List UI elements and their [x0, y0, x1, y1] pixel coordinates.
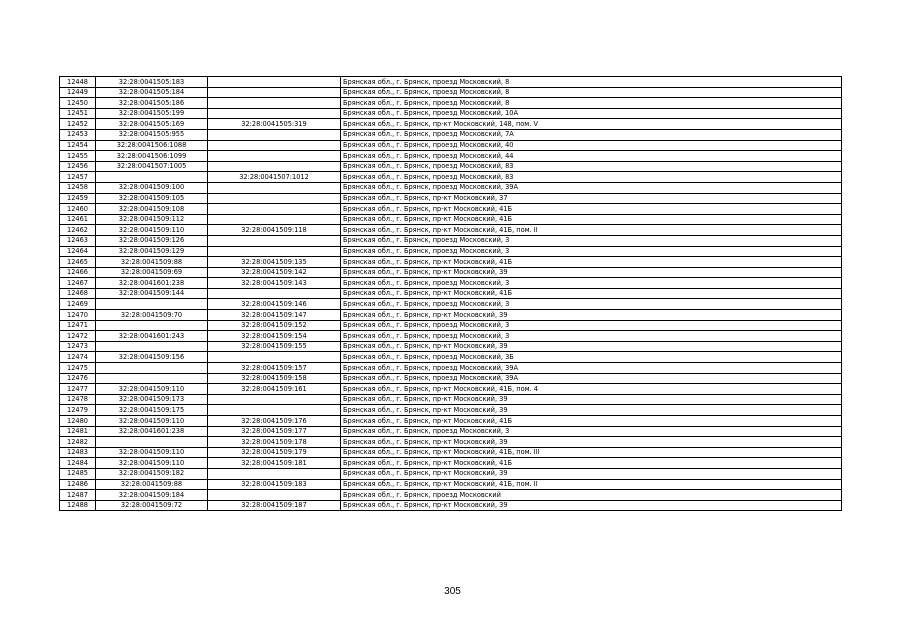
row-number-cell: 12459	[60, 193, 96, 204]
row-number-cell: 12488	[60, 500, 96, 511]
row-number-cell: 12472	[60, 331, 96, 342]
address-cell: Брянская обл., г. Брянск, проезд Московский, 39А	[341, 363, 842, 374]
row-number-cell: 12478	[60, 394, 96, 405]
related-cadastral-number-cell: 32:28:0041509:178	[208, 437, 341, 448]
page-number: 305	[444, 586, 461, 597]
table-row	[60, 225, 842, 236]
address-cell: Брянская обл., г. Брянск, проезд Московский, 3	[341, 426, 842, 437]
table-row	[60, 98, 842, 109]
related-cadastral-number-cell: 32:28:0041509:135	[208, 257, 341, 268]
address-cell: Брянская обл., г. Брянск, проезд Московский, 83	[341, 172, 842, 183]
related-cadastral-number-cell	[208, 129, 341, 140]
address-cell: Брянская обл., г. Брянск, проезд Московский, 3	[341, 235, 842, 246]
row-number-cell: 12487	[60, 490, 96, 501]
row-number-cell: 12479	[60, 405, 96, 416]
cadastral-number-cell: 32:28:0041601:238	[96, 278, 208, 289]
row-number-cell: 12461	[60, 214, 96, 225]
table-row	[60, 235, 842, 246]
row-number-cell: 12455	[60, 151, 96, 162]
table-row	[60, 161, 842, 172]
table-row	[60, 310, 842, 321]
address-cell: Брянская обл., г. Брянск, пр-кт Московский, 148, пом. V	[341, 119, 842, 130]
related-cadastral-number-cell: 32:28:0041509:118	[208, 225, 341, 236]
related-cadastral-number-cell	[208, 235, 341, 246]
address-cell: Брянская обл., г. Брянск, пр-кт Московский, 39	[341, 405, 842, 416]
table-row	[60, 490, 842, 501]
row-number-cell: 12468	[60, 288, 96, 299]
related-cadastral-number-cell: 32:28:0041509:158	[208, 373, 341, 384]
table-row	[60, 299, 842, 310]
cadastral-number-cell: 32:28:0041509:70	[96, 310, 208, 321]
row-number-cell: 12451	[60, 108, 96, 119]
cadastral-number-cell	[96, 437, 208, 448]
address-cell: Брянская обл., г. Брянск, пр-кт Московский, 41Б	[341, 257, 842, 268]
address-cell: Брянская обл., г. Брянск, проезд Московский, 3Б	[341, 352, 842, 363]
cadastral-number-cell: 32:28:0041509:144	[96, 288, 208, 299]
related-cadastral-number-cell: 32:28:0041509:143	[208, 278, 341, 289]
related-cadastral-number-cell: 32:28:0041507:1012	[208, 172, 341, 183]
cadastral-number-cell	[96, 299, 208, 310]
cadastral-number-cell: 32:28:0041505:169	[96, 119, 208, 130]
row-number-cell: 12452	[60, 119, 96, 130]
table-row	[60, 384, 842, 395]
address-cell: Брянская обл., г. Брянск, проезд Московский, 10А	[341, 108, 842, 119]
address-cell: Брянская обл., г. Брянск, пр-кт Московский, 39	[341, 500, 842, 511]
address-cell: Брянская обл., г. Брянск, проезд Московский, 83	[341, 161, 842, 172]
row-number-cell: 12453	[60, 129, 96, 140]
address-cell: Брянская обл., г. Брянск, пр-кт Московский, 41Б, пом. II	[341, 225, 842, 236]
cadastral-number-cell: 32:28:0041509:156	[96, 352, 208, 363]
related-cadastral-number-cell	[208, 468, 341, 479]
table-row	[60, 129, 842, 140]
address-cell: Брянская обл., г. Брянск, пр-кт Московский, 41Б	[341, 214, 842, 225]
row-number-cell: 12456	[60, 161, 96, 172]
related-cadastral-number-cell	[208, 140, 341, 151]
table-row	[60, 77, 842, 88]
table-row	[60, 363, 842, 374]
row-number-cell: 12484	[60, 458, 96, 469]
address-cell: Брянская обл., г. Брянск, пр-кт Московский, 39	[341, 267, 842, 278]
cadastral-number-cell: 32:28:0041509:175	[96, 405, 208, 416]
cadastral-number-cell: 32:28:0041509:105	[96, 193, 208, 204]
related-cadastral-number-cell: 32:28:0041509:176	[208, 416, 341, 427]
cadastral-number-cell: 32:28:0041509:184	[96, 490, 208, 501]
table-row	[60, 331, 842, 342]
cadastral-number-cell: 32:28:0041509:112	[96, 214, 208, 225]
row-number-cell: 12463	[60, 235, 96, 246]
cadastral-number-cell: 32:28:0041509:126	[96, 235, 208, 246]
row-number-cell: 12480	[60, 416, 96, 427]
row-number-cell: 12454	[60, 140, 96, 151]
related-cadastral-number-cell	[208, 77, 341, 88]
cadastral-number-cell	[96, 341, 208, 352]
address-cell: Брянская обл., г. Брянск, пр-кт Московский, 41Б, пом. II	[341, 479, 842, 490]
related-cadastral-number-cell	[208, 394, 341, 405]
table-row	[60, 447, 842, 458]
related-cadastral-number-cell: 32:28:0041509:183	[208, 479, 341, 490]
address-cell: Брянская обл., г. Брянск, пр-кт Московский, 39	[341, 437, 842, 448]
address-cell: Брянская обл., г. Брянск, проезд Московский, 40	[341, 140, 842, 151]
related-cadastral-number-cell	[208, 193, 341, 204]
cadastral-number-cell	[96, 373, 208, 384]
address-cell: Брянская обл., г. Брянск, проезд Московский, 3	[341, 299, 842, 310]
related-cadastral-number-cell	[208, 98, 341, 109]
cadastral-number-cell: 32:28:0041509:72	[96, 500, 208, 511]
cadastral-number-cell: 32:28:0041509:110	[96, 384, 208, 395]
related-cadastral-number-cell: 32:28:0041509:187	[208, 500, 341, 511]
address-cell: Брянская обл., г. Брянск, пр-кт Московский, 41Б, пом. 4	[341, 384, 842, 395]
related-cadastral-number-cell: 32:28:0041509:179	[208, 447, 341, 458]
address-cell: Брянская обл., г. Брянск, проезд Московский, 8	[341, 98, 842, 109]
address-cell: Брянская обл., г. Брянск, проезд Московский, 39А	[341, 373, 842, 384]
table-row	[60, 108, 842, 119]
table-row	[60, 267, 842, 278]
cadastral-number-cell: 32:28:0041509:88	[96, 257, 208, 268]
related-cadastral-number-cell: 32:28:0041509:157	[208, 363, 341, 374]
related-cadastral-number-cell: 32:28:0041509:147	[208, 310, 341, 321]
table-row	[60, 119, 842, 130]
address-cell: Брянская обл., г. Брянск, пр-кт Московский, 41Б	[341, 204, 842, 215]
cadastral-number-cell: 32:28:0041505:186	[96, 98, 208, 109]
cadastral-number-cell: 32:28:0041509:69	[96, 267, 208, 278]
table-row	[60, 214, 842, 225]
row-number-cell: 12473	[60, 341, 96, 352]
cadastral-number-cell: 32:28:0041509:110	[96, 447, 208, 458]
row-number-cell: 12457	[60, 172, 96, 183]
address-cell: Брянская обл., г. Брянск, пр-кт Московский, 41Б	[341, 416, 842, 427]
cadastral-number-cell	[96, 172, 208, 183]
cadastral-number-cell: 32:28:0041509:88	[96, 479, 208, 490]
cadastral-number-cell: 32:28:0041509:110	[96, 458, 208, 469]
table-row	[60, 426, 842, 437]
address-cell: Брянская обл., г. Брянск, пр-кт Московский, 41Б	[341, 288, 842, 299]
table-row	[60, 87, 842, 98]
table-row	[60, 500, 842, 511]
row-number-cell: 12483	[60, 447, 96, 458]
row-number-cell: 12474	[60, 352, 96, 363]
cadastral-number-cell: 32:28:0041509:110	[96, 225, 208, 236]
related-cadastral-number-cell	[208, 214, 341, 225]
table-row	[60, 437, 842, 448]
address-cell: Брянская обл., г. Брянск, проезд Московский, 8	[341, 87, 842, 98]
table-row	[60, 352, 842, 363]
row-number-cell: 12485	[60, 468, 96, 479]
table-row	[60, 257, 842, 268]
address-cell: Брянская обл., г. Брянск, проезд Московский, 3	[341, 278, 842, 289]
related-cadastral-number-cell	[208, 108, 341, 119]
table-row	[60, 288, 842, 299]
cadastral-number-cell: 32:28:0041506:1099	[96, 151, 208, 162]
cadastral-number-cell: 32:28:0041509:129	[96, 246, 208, 257]
cadastral-number-cell: 32:28:0041601:238	[96, 426, 208, 437]
cadastral-number-cell	[96, 320, 208, 331]
row-number-cell: 12477	[60, 384, 96, 395]
table-row	[60, 172, 842, 183]
table-row	[60, 193, 842, 204]
related-cadastral-number-cell: 32:28:0041509:177	[208, 426, 341, 437]
row-number-cell: 12475	[60, 363, 96, 374]
cadastral-number-cell: 32:28:0041601:243	[96, 331, 208, 342]
table-row	[60, 182, 842, 193]
related-cadastral-number-cell	[208, 204, 341, 215]
row-number-cell: 12481	[60, 426, 96, 437]
cadastral-number-cell: 32:28:0041505:955	[96, 129, 208, 140]
address-cell: Брянская обл., г. Брянск, проезд Московский, 44	[341, 151, 842, 162]
related-cadastral-number-cell: 32:28:0041509:152	[208, 320, 341, 331]
cadastral-register-table	[59, 76, 842, 511]
related-cadastral-number-cell	[208, 352, 341, 363]
address-cell: Брянская обл., г. Брянск, пр-кт Московский, 41Б	[341, 458, 842, 469]
address-cell: Брянская обл., г. Брянск, проезд Московский, 39А	[341, 182, 842, 193]
related-cadastral-number-cell: 32:28:0041509:142	[208, 267, 341, 278]
address-cell: Брянская обл., г. Брянск, пр-кт Московский, 39	[341, 468, 842, 479]
address-cell: Брянская обл., г. Брянск, проезд Московский, 8	[341, 77, 842, 88]
address-cell: Брянская обл., г. Брянск, проезд Московский	[341, 490, 842, 501]
cadastral-number-cell: 32:28:0041509:182	[96, 468, 208, 479]
address-cell: Брянская обл., г. Брянск, пр-кт Московский, 39	[341, 394, 842, 405]
table-row	[60, 320, 842, 331]
address-cell: Брянская обл., г. Брянск, пр-кт Московский, 37	[341, 193, 842, 204]
cadastral-number-cell: 32:28:0041509:173	[96, 394, 208, 405]
cadastral-number-cell: 32:28:0041506:1088	[96, 140, 208, 151]
address-cell: Брянская обл., г. Брянск, проезд Московский, 3	[341, 331, 842, 342]
table-row	[60, 416, 842, 427]
table-row	[60, 140, 842, 151]
related-cadastral-number-cell	[208, 288, 341, 299]
table-row	[60, 151, 842, 162]
cadastral-number-cell: 32:28:0041509:110	[96, 416, 208, 427]
row-number-cell: 12450	[60, 98, 96, 109]
row-number-cell: 12469	[60, 299, 96, 310]
related-cadastral-number-cell	[208, 246, 341, 257]
table-row	[60, 394, 842, 405]
address-cell: Брянская обл., г. Брянск, пр-кт Московский, 39	[341, 341, 842, 352]
row-number-cell: 12470	[60, 310, 96, 321]
row-number-cell: 12460	[60, 204, 96, 215]
cadastral-number-cell: 32:28:0041505:184	[96, 87, 208, 98]
row-number-cell: 12476	[60, 373, 96, 384]
related-cadastral-number-cell	[208, 405, 341, 416]
table-row	[60, 405, 842, 416]
row-number-cell: 12458	[60, 182, 96, 193]
address-cell: Брянская обл., г. Брянск, пр-кт Московский, 39	[341, 310, 842, 321]
table-row	[60, 341, 842, 352]
related-cadastral-number-cell: 32:28:0041509:161	[208, 384, 341, 395]
table-row	[60, 458, 842, 469]
cadastral-number-cell: 32:28:0041509:108	[96, 204, 208, 215]
address-cell: Брянская обл., г. Брянск, проезд Московский, 7А	[341, 129, 842, 140]
row-number-cell: 12449	[60, 87, 96, 98]
cadastral-number-cell: 32:28:0041509:100	[96, 182, 208, 193]
row-number-cell: 12464	[60, 246, 96, 257]
cadastral-number-cell	[96, 363, 208, 374]
row-number-cell: 12448	[60, 77, 96, 88]
related-cadastral-number-cell	[208, 161, 341, 172]
related-cadastral-number-cell	[208, 182, 341, 193]
table-row	[60, 246, 842, 257]
related-cadastral-number-cell	[208, 490, 341, 501]
cadastral-number-cell: 32:28:0041507:1005	[96, 161, 208, 172]
address-cell: Брянская обл., г. Брянск, пр-кт Московский, 41Б, пом. III	[341, 447, 842, 458]
row-number-cell: 12467	[60, 278, 96, 289]
table-row	[60, 278, 842, 289]
register-table-body	[60, 77, 842, 511]
row-number-cell: 12471	[60, 320, 96, 331]
row-number-cell: 12462	[60, 225, 96, 236]
related-cadastral-number-cell	[208, 151, 341, 162]
related-cadastral-number-cell: 32:28:0041509:181	[208, 458, 341, 469]
table-row	[60, 468, 842, 479]
related-cadastral-number-cell: 32:28:0041509:146	[208, 299, 341, 310]
row-number-cell: 12465	[60, 257, 96, 268]
cadastral-number-cell: 32:28:0041505:199	[96, 108, 208, 119]
table-row	[60, 479, 842, 490]
related-cadastral-number-cell	[208, 87, 341, 98]
address-cell: Брянская обл., г. Брянск, проезд Московский, 3	[341, 320, 842, 331]
cadastral-number-cell: 32:28:0041505:183	[96, 77, 208, 88]
row-number-cell: 12466	[60, 267, 96, 278]
table-row	[60, 373, 842, 384]
row-number-cell: 12482	[60, 437, 96, 448]
address-cell: Брянская обл., г. Брянск, проезд Московский, 3	[341, 246, 842, 257]
related-cadastral-number-cell: 32:28:0041509:154	[208, 331, 341, 342]
table-row	[60, 204, 842, 215]
related-cadastral-number-cell: 32:28:0041509:155	[208, 341, 341, 352]
row-number-cell: 12486	[60, 479, 96, 490]
related-cadastral-number-cell: 32:28:0041505:319	[208, 119, 341, 130]
